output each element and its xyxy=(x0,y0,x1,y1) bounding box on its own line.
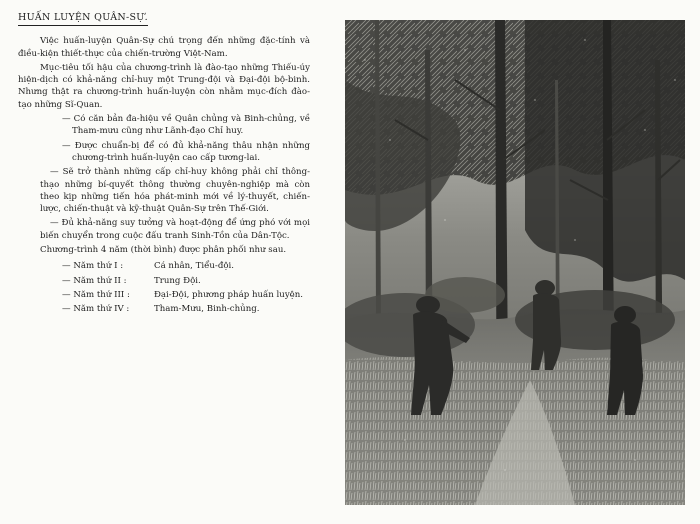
schedule-row xyxy=(62,260,310,272)
schedule-row xyxy=(62,275,310,287)
program-paragraph: Chương-trình 4 năm (thời bình) được phân phối như sau. xyxy=(40,245,287,256)
schedule-desc: Cá nhân, Tiểu-đội. xyxy=(154,261,234,272)
schedule-desc: Tham-Mưu, Binh-chủng. xyxy=(154,304,260,315)
objective-paragraph: Mục-tiêu tối hậu của chương-trình là đào-tạo những Thiếu-úy hiện-dịch có khả-năng chỉ-huy một Trung-đội và Đại-đội bộ-binh. Nhưng thật ra chương-trình huấn-luyện còn nhằm mục-đích đào-tạo những Sĩ-Quan. xyxy=(18,62,310,110)
forest-training-photo xyxy=(345,20,685,505)
objective-item-1: — Có căn bản đa-hiệu về Quân chủng và Binh-chủng, về Tham-mưu cũng như Lãnh-đạo Chỉ huy. xyxy=(62,114,310,137)
objective-item-4: — Đủ khả-năng suy tưởng và hoạt-động để ứng phó với mọi biến chuyển trong cuộc đấu tranh Sinh-Tồn của Dân-Tộc. xyxy=(40,218,310,241)
schedule-row xyxy=(62,289,310,301)
objective-item-2: — Được chuẩn-bị để có đủ khả-năng thâu nhận những chương-trình huấn-luyện cao cấp tương-lai. xyxy=(62,140,310,163)
schedule-desc: Đại-Đội, phương pháp huấn luyện. xyxy=(154,289,304,300)
intro-paragraph: Việc huấn-luyện Quân-Sự chú trọng đến những đặc-tính và điều-kiện thiết-thực của chiến-trường Việt-Nam. xyxy=(18,36,310,59)
schedule-row xyxy=(62,303,310,315)
schedule-year: — Năm thứ IV : xyxy=(62,304,130,315)
text-column xyxy=(18,12,310,517)
section-heading: HUẤN LUYỆN QUÂN-SỰ. xyxy=(18,12,148,26)
objective-item-3: — Sẽ trở thành những cấp chỉ-huy không phải chỉ thông-thạo những bí-quyết thông thường chuyên-nghiệp mà còn theo kịp những tiến hóa phát-minh mới về lý-thuyết, chiến-lược, chiến-thuật và kỹ-thuật Quân-Sự trên Thế-Giới. xyxy=(40,167,310,215)
schedule-desc: Trung Đội. xyxy=(154,275,201,286)
schedule-year: — Năm thứ II : xyxy=(62,275,127,286)
schedule-list xyxy=(18,260,310,315)
schedule-year: — Năm thứ I : xyxy=(62,261,124,272)
schedule-year: — Năm thứ III : xyxy=(62,289,130,300)
